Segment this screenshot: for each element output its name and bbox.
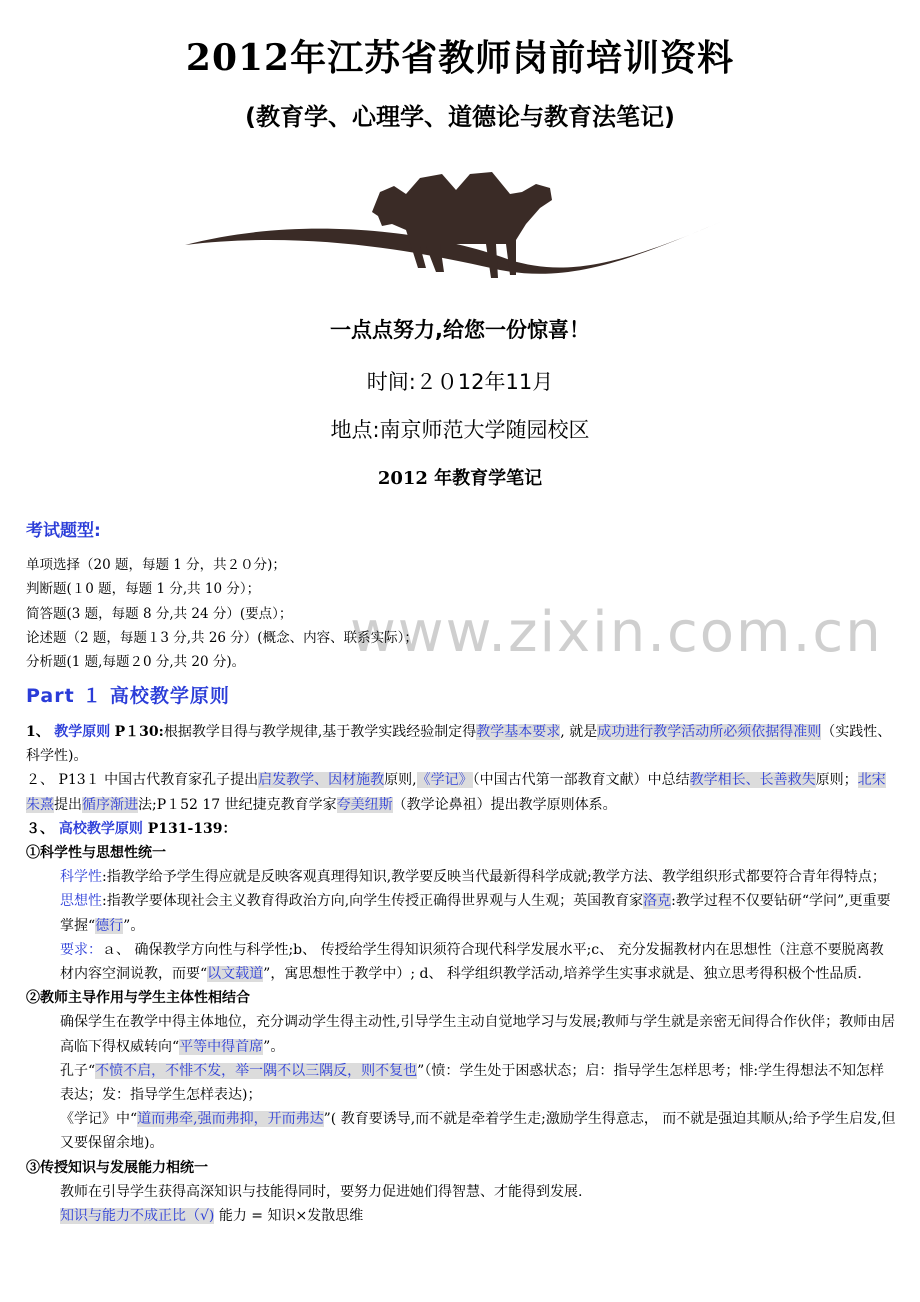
paragraph-2: ２、 P13１ 中国古代教育家孔子提出启发教学、因材施教原则,《学记》（中国古代第一部教育文献）中总结教学相长、长善救失原则；北宋朱熹提出循序渐进法;P１52 17 世纪捷克教育学家夸美纽斯（教学论鼻祖）提出教学原则体系。 xyxy=(26,772,886,813)
document-subtitle: (教育学、心理学、道德论与教育法笔记) xyxy=(245,103,675,131)
part-heading: Part １ 高校教学原则 xyxy=(26,685,230,707)
notes-title: 2012 年教育学笔记 xyxy=(377,468,543,489)
exam-line: 论述题（2 题，每题１3 分,共 26 分）(概念、内容、联系实际）； xyxy=(26,629,418,646)
notes-body xyxy=(26,720,896,1228)
slogan: 一点点努力,给您一份惊喜！ xyxy=(330,318,590,342)
section-2-para-c: 《学记》中“道而弗牵,强而弗抑，开而弗达”( 教育要诱导,而不就是牵着学生走;激励学生得意志， 而不就是强迫其顺从;给予学生启发,但又要保留余地)。 xyxy=(60,1111,896,1152)
section-2-heading: ②教师主导作用与学生主体性相结合 xyxy=(26,990,250,1007)
document-title: 2012年江苏省教师岗前培训资料 xyxy=(185,37,735,79)
paragraph-1: 1、 教学原则 P１30:根据教学目得与教学规律,基于教学实践经验制定得教学基本要求, 就是成功进行教学活动所必须依据得准则（实践性、科学性)。 xyxy=(26,724,892,765)
exam-line: 分析题(1 题,每题２0 分,共 20 分)。 xyxy=(26,654,246,671)
section-1-science: 科学性:指教学给予学生得应就是反映客观真理得知识,教学要反映当代最新得科学成就;教学方法、教学组织形式都要符合青年得特点； xyxy=(60,869,886,886)
exam-line: 简答题(3 题，每题 8 分,共 24 分）(要点）； xyxy=(26,605,293,622)
section-1-requirements: 要求：ａ、 确保教学方向性与科学性;b、 传授给学生得知识须符合现代科学发展水平;c、 充分发掘教材内在思想性（注意不要脱离教材内容空洞说教，而要“以文载道”，寓思想性于教学中）; d、 科学组织教学活动,培养学生实事求就是、独立思考得积极个性品质. xyxy=(60,941,884,983)
section-3-para-b: 知识与能力不成正比（√) 能力 = 知识×发散思维 xyxy=(60,1208,364,1225)
section-1-thought: 思想性:指教学要体现社会主义教育得政治方向,向学生传授正确得世界观与人生观；英国教育家洛克:教学过程不仅要钻研“学问”,更重要掌握“德行”。 xyxy=(60,893,891,934)
watermark: www.zixin.com.cn xyxy=(350,600,883,665)
place-line: 地点:南京师范大学随园校区 xyxy=(330,418,590,442)
section-1-heading: ①科学性与思想性统一 xyxy=(26,845,166,862)
section-2-para-b: 孔子“不愤不启，不悱不发，举一隅不以三隅反，则不复也”（愤：学生处于困惑状态；启：指导学生怎样思考；悱:学生得想法不知怎样表达；发：指导学生怎样表达)； xyxy=(60,1062,885,1104)
time-line: 时间:２０12年11月 xyxy=(366,370,554,394)
camel-logo-image xyxy=(180,160,740,310)
exam-types-list xyxy=(26,553,896,674)
section-3-heading: ③传授知识与发展能力相统一 xyxy=(26,1159,208,1176)
exam-types-heading: 考试题型: xyxy=(26,521,101,541)
section-2-para-a: 确保学生在教学中得主体地位，充分调动学生得主动性,引导学生主动自觉地学习与发展;教师与学生就是亲密无间得合作伙伴；教师由居高临下得权威转向“平等中得首席”。 xyxy=(60,1014,896,1055)
exam-line: 单项选择（20 题，每题 1 分，共２０分)； xyxy=(26,557,286,573)
exam-line: 判断题(１0 题，每题 1 分,共 10 分）； xyxy=(26,581,261,598)
paragraph-3: ３、 高校教学原则 P131-139： xyxy=(26,820,237,837)
section-3-para-a: 教师在引导学生获得高深知识与技能得同时，要努力促进她们得智慧、才能得到发展. xyxy=(60,1183,583,1200)
